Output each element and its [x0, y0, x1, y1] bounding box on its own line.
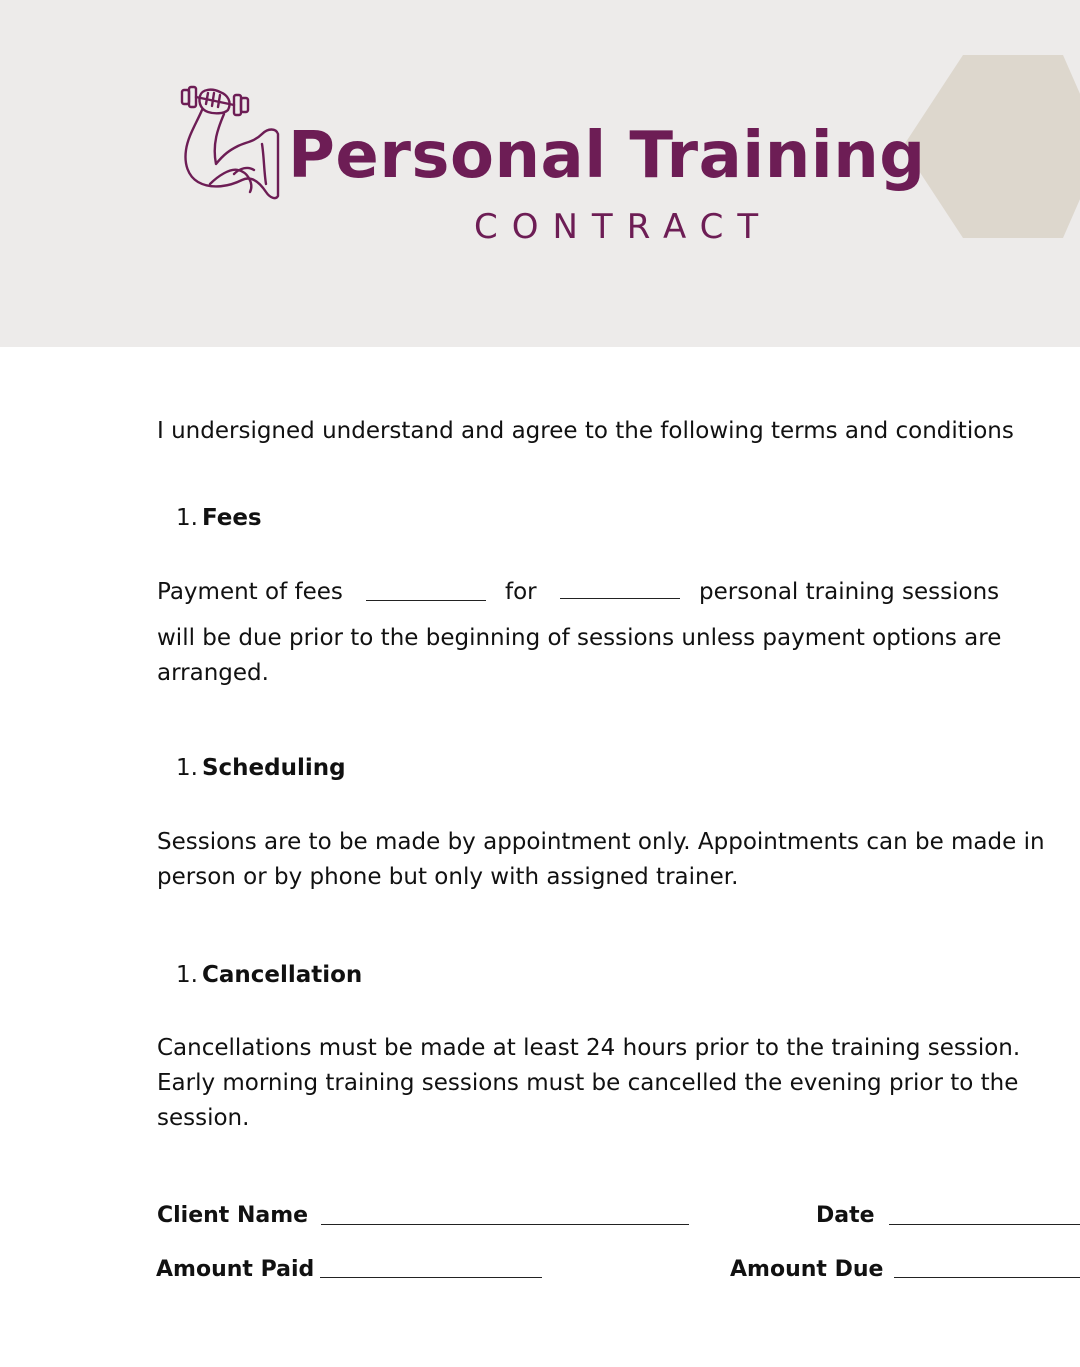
section-heading-scheduling — [176, 753, 346, 783]
scheduling-body: Sessions are to be made by appointment only. Appointments can be made in person or by phone but only with assigned trainer. — [157, 829, 1045, 890]
fees-line-part-3: personal training sessions — [699, 579, 1000, 605]
intro-text: I undersigned understand and agree to the following terms and conditions — [157, 418, 1014, 444]
cancellation-body: Cancellations must be made at least 24 hours prior to the training session. Early morning training sessions must be cancelled the evening prior to the session. — [157, 1035, 1021, 1131]
document-subtitle: CONTRACT — [474, 207, 773, 247]
section-number: 1. — [176, 505, 198, 531]
amount-paid-label: Amount Paid — [156, 1257, 315, 1282]
section-title: Fees — [201, 505, 262, 531]
section-number: 1. — [176, 962, 198, 988]
sessions-count-blank[interactable] — [560, 598, 680, 599]
fees-body: will be due prior to the beginning of sessions unless payment options are arranged. — [157, 625, 1002, 686]
section-heading-cancellation — [176, 960, 362, 990]
section-number: 1. — [176, 755, 198, 781]
fees-line-part-2: for — [505, 579, 537, 605]
amount-due-field[interactable] — [894, 1277, 1080, 1278]
fees-line-part-1: Payment of fees — [157, 579, 343, 605]
amount-paid-field[interactable] — [320, 1277, 542, 1278]
date-label: Date — [816, 1203, 875, 1228]
date-field[interactable] — [889, 1224, 1080, 1225]
decorative-hexagon — [903, 55, 1080, 238]
document-title: Personal Training — [288, 119, 926, 193]
header-banner — [0, 0, 1080, 347]
amount-due-label: Amount Due — [730, 1257, 884, 1282]
client-name-field[interactable] — [321, 1224, 689, 1225]
section-heading-fees — [176, 503, 262, 533]
section-title: Scheduling — [201, 755, 346, 781]
flexed-arm-dumbbell-icon — [178, 84, 284, 204]
client-name-label: Client Name — [157, 1203, 309, 1228]
section-title: Cancellation — [201, 962, 363, 988]
fees-amount-blank[interactable] — [366, 600, 486, 601]
